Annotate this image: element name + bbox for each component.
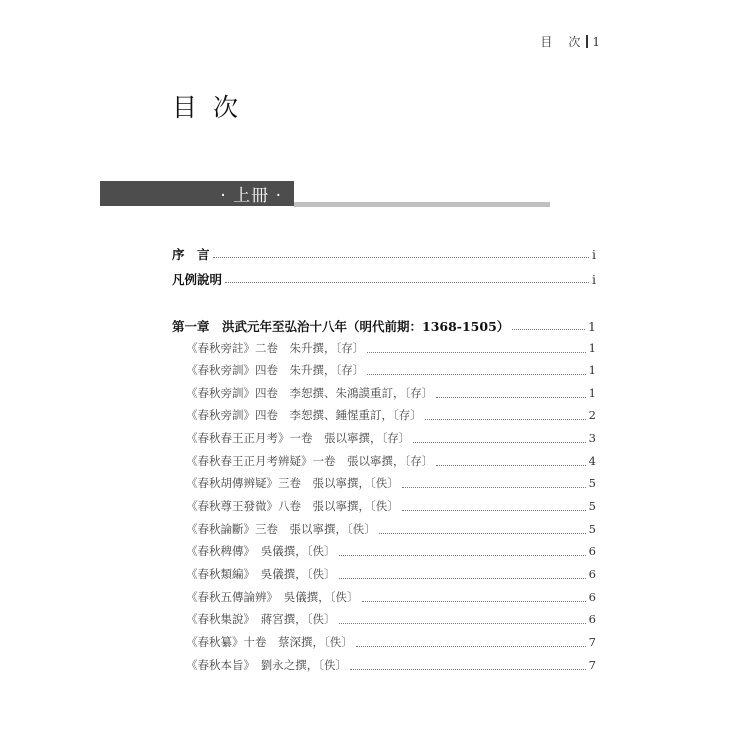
toc-entry[interactable] — [186, 611, 596, 631]
toc-entry[interactable] — [186, 407, 596, 427]
toc-entry[interactable] — [186, 521, 596, 541]
toc-entry-label: 《春秋春王正月考辨疑》一卷 張以寧撰，〔存〕 — [186, 454, 434, 468]
volume-rule — [294, 202, 550, 207]
volume-banner — [100, 181, 294, 206]
toc-entry[interactable] — [186, 589, 596, 609]
toc-front-matter-preface[interactable] — [172, 245, 596, 265]
toc-leader-dots — [379, 532, 586, 534]
toc-leader-dots — [436, 396, 585, 398]
toc-entry[interactable] — [186, 634, 596, 654]
toc-entry-label: 《春秋論斷》三卷 張以寧撰，〔佚〕 — [186, 522, 376, 536]
toc-leader-dots — [367, 373, 585, 375]
toc-entry[interactable] — [186, 657, 596, 677]
running-head-page-number: 1 — [592, 34, 602, 49]
toc-entry-page: 5 — [588, 499, 596, 513]
toc-entry-label: 《春秋五傳論辨》 吳儀撰，〔佚〕 — [186, 590, 359, 604]
running-head-title: 目 次 — [540, 35, 583, 49]
toc-entry[interactable] — [186, 340, 596, 360]
toc-leader-dots — [436, 464, 585, 466]
running-head-divider — [586, 35, 588, 48]
toc-entry-label: 《春秋集說》 蔣宮撰，〔佚〕 — [186, 612, 336, 626]
toc-entry-label: 《春秋稗傳》 吳儀撰，〔佚〕 — [186, 544, 336, 558]
toc-leader-dots — [339, 577, 586, 579]
toc-entry-label: 《春秋纂》十卷 蔡深撰，〔佚〕 — [186, 635, 353, 649]
toc-entry-page: 6 — [588, 567, 596, 581]
page-title: 目次 — [172, 93, 255, 122]
toc-entry-label: 序 言 — [172, 247, 210, 262]
toc-entry[interactable] — [186, 453, 596, 473]
toc-entry-page: 6 — [588, 544, 596, 558]
toc-leader-dots — [425, 418, 586, 420]
toc-leader-dots — [213, 256, 589, 258]
toc-leader-dots — [350, 668, 586, 670]
toc-entry-page: 5 — [588, 522, 596, 536]
toc-entry-label: 《春秋旁註》二卷 朱升撰，〔存〕 — [186, 341, 365, 355]
toc-entry-label: 《春秋旁訓》四卷 李恕撰、朱鴻謨重訂，〔存〕 — [186, 386, 434, 400]
toc-entry-label: 《春秋旁訓》四卷 朱升撰，〔存〕 — [186, 363, 365, 377]
toc-entry-label: 《春秋春王正月考》一卷 張以寧撰，〔存〕 — [186, 431, 411, 445]
toc-entry-label: 《春秋胡傳辨疑》三卷 張以寧撰，〔佚〕 — [186, 476, 399, 490]
toc-entry[interactable] — [186, 566, 596, 586]
toc-leader-dots — [367, 351, 585, 353]
toc-leader-dots — [356, 645, 586, 647]
toc-entry-page: 1 — [588, 386, 596, 400]
toc-entry-page: 2 — [588, 408, 596, 422]
toc-entry[interactable] — [186, 543, 596, 563]
toc-entry-page: i — [592, 247, 596, 262]
toc-leader-dots — [512, 328, 585, 330]
toc-entry[interactable] — [186, 475, 596, 495]
running-head — [540, 33, 602, 50]
toc-entry-page: 7 — [588, 658, 596, 672]
toc-entry-page: 1 — [588, 341, 596, 355]
toc-leader-dots — [402, 486, 586, 488]
toc-entry-label: 《春秋旁訓》四卷 李恕撰、鍾惺重訂，〔存〕 — [186, 408, 422, 422]
toc-entry-page: 6 — [588, 590, 596, 604]
toc-chapter-page: 1 — [588, 319, 596, 334]
toc-entry-page: 6 — [588, 612, 596, 626]
toc-entry-page: i — [592, 272, 596, 287]
toc-entry-label: 《春秋類編》 吳儀撰，〔佚〕 — [186, 567, 336, 581]
toc-entry-page: 3 — [588, 431, 596, 445]
toc-entry[interactable] — [186, 385, 596, 405]
toc-entry[interactable] — [186, 362, 596, 382]
toc-leader-dots — [402, 509, 586, 511]
toc-front-matter-notes[interactable] — [172, 270, 596, 290]
toc-leader-dots — [413, 441, 585, 443]
toc-leader-dots — [225, 281, 589, 283]
toc-chapter-1[interactable] — [172, 317, 596, 337]
toc-chapter-label: 第一章 洪武元年至弘治十八年（明代前期：1368-1505） — [172, 319, 510, 334]
toc-entry-page: 4 — [588, 454, 596, 468]
toc-entry-label: 《春秋本旨》 劉永之撰，〔佚〕 — [186, 658, 347, 672]
toc-leader-dots — [362, 600, 586, 602]
toc-leader-dots — [339, 622, 586, 624]
toc-entry[interactable] — [186, 498, 596, 518]
toc-entry-page: 7 — [588, 635, 596, 649]
toc-entry-label: 《春秋尊王發微》八卷 張以寧撰，〔佚〕 — [186, 499, 399, 513]
toc-entry-page: 1 — [588, 363, 596, 377]
volume-label: · 上冊 · — [220, 186, 282, 206]
toc-entry-page: 5 — [588, 476, 596, 490]
toc-leader-dots — [339, 554, 586, 556]
toc-entry-label: 凡例說明 — [172, 272, 223, 287]
toc-entry[interactable] — [186, 430, 596, 450]
